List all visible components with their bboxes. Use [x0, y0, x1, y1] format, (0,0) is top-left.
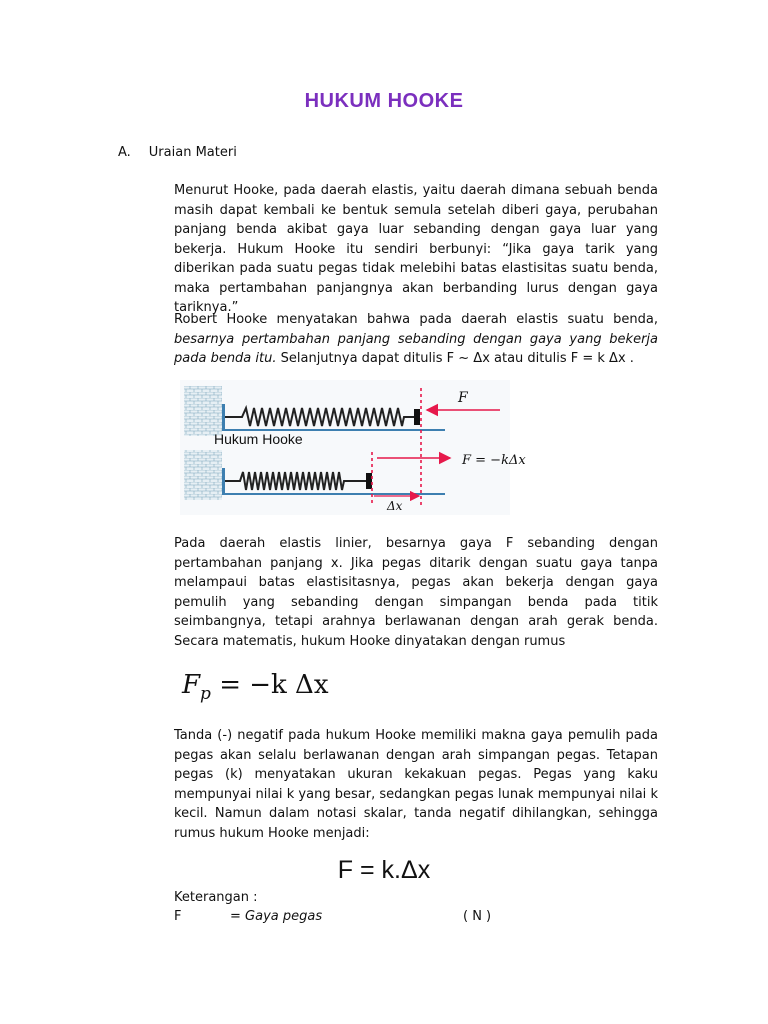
legend-row	[174, 907, 491, 926]
bottom-wall-plate	[222, 468, 225, 494]
top-wall	[184, 386, 222, 436]
bottom-wall	[184, 450, 222, 500]
legend-block	[174, 888, 491, 926]
figure-caption: Hukum Hooke	[214, 431, 303, 447]
label-dx: Δx	[387, 499, 403, 513]
top-block	[414, 409, 420, 425]
section-letter: A.	[118, 145, 131, 160]
section-heading	[118, 145, 237, 160]
paragraph-robert-hooke	[174, 310, 658, 369]
label-force: F	[458, 390, 468, 406]
equation-rhs: = −k Δx	[210, 670, 329, 700]
page-title: HUKUM HOOKE	[304, 90, 464, 112]
paragraph-negative-sign: Tanda (-) negatif pada hukum Hooke memiliki makna gaya pemulih pada pegas akan selalu berlawanan dengan arah simpangan pegas. Tetapan pegas (k) menyatakan ukuran kekakuan pegas. Pegas yang kaku mempunyai nilai k yang besar, sedangkan pegas lunak mempunyai nilai k kecil. Namun dalam notasi skalar, tanda negatif dihilangkan, sehingga rumus hukum Hooke menjadi:	[174, 728, 658, 841]
paragraph-elastic-linear: Pada daerah elastis linier, besarnya gaya F sebanding dengan pertambahan panjang x. Jika pegas ditarik dengan suatu gaya tanpa melampaui batas elastisitasnya, pegas akan bekerja dengan gaya pemulih yang sebanding dengan simpangan benda pada titik seimbangnya, tetapi arahnya berlawanan dengan arah gerak benda. Secara matematis, hukum Hooke dinyatakan dengan rumus	[174, 536, 658, 649]
legend-heading: Keterangan :	[174, 890, 258, 905]
equation-scalar: F = k.Δx	[337, 856, 431, 884]
label-equation: F = −kΔx	[462, 453, 526, 468]
legend-description: = Gaya pegas	[230, 909, 323, 924]
paragraph-intro: Robert Hooke menyatakan bahwa pada daerah elastis suatu benda,	[174, 312, 658, 327]
legend-unit: ( N )	[463, 909, 492, 924]
top-wall-plate	[222, 404, 225, 430]
paragraph-formula-text: Selanjutnya dapat ditulis F ~ Δx atau ditulis F = k Δx .	[276, 351, 634, 366]
paragraph-definition: Menurut Hooke, pada daerah elastis, yaitu daerah dimana sebuah benda masih dapat kembali ke bentuk semula setelah diberi gaya, perubahan panjang benda akibat gaya luar sebanding dengan gaya luar yang bekerja. Hukum Hooke itu sendiri berbunyi: “Jika gaya tarik yang diberikan pada suatu pegas tidak melebihi batas elastisitas suatu benda, maka pertambahan panjangnya akan berbanding lurus dengan gaya tariknya.”	[174, 183, 658, 315]
section-label: Uraian Materi	[148, 145, 237, 160]
paragraph-italic-statement: besarnya pertambahan panjang sebanding dengan gaya yang bekerja pada benda itu.	[174, 331, 658, 366]
equation-subscript: p	[200, 684, 211, 705]
hooke-diagram	[180, 380, 526, 515]
equation-restoring-force	[182, 670, 329, 704]
equation-lhs: F	[182, 670, 201, 700]
spring-figure	[180, 380, 526, 519]
bottom-block	[366, 473, 372, 489]
legend-symbol: F	[174, 909, 182, 924]
